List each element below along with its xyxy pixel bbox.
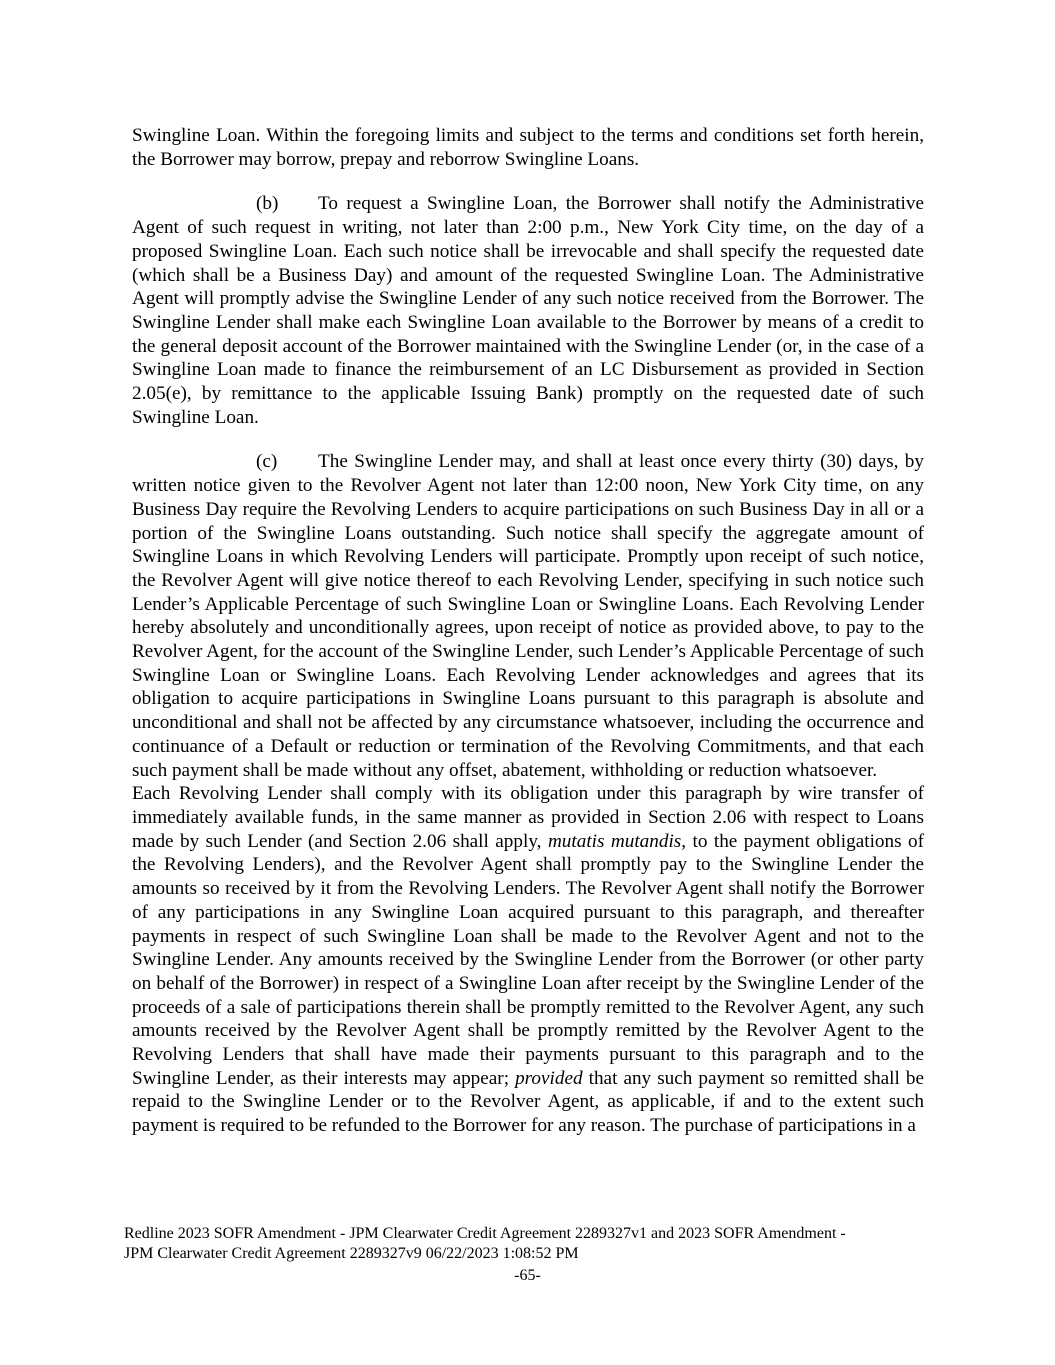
paragraph-a-text: Swingline Loan. Within the foregoing limits and subject to the terms and conditions set forth herein, the Borrower may borrow, prepay and reborrow Swingline Loans. <box>132 125 924 170</box>
page-footer <box>124 1224 924 1263</box>
paragraph-c <box>132 450 924 782</box>
paragraph-b-text: To request a Swingline Loan, the Borrower shall notify the Administrative Agent of such request in writing, not later than 2:00 p.m., New York City time, on the day of a proposed Swingline Loan. Each such notice shall be irrevocable and shall specify the requested date (which shall be a Business Day) and amount of the requested Swingline Loan. The Administrative Agent will promptly advise the Swingline Lender of any such notice received from the Borrower. The Swingline Lender shall make each Swingline Loan available to the Borrower by means of a credit to the general deposit account of the Borrower maintained with the Swingline Lender (or, in the case of a Swingline Loan made to finance the reimbursement of an LC Disbursement as provided in Section 2.05(e), by remittance to the applicable Issuing Bank) promptly on the requested date of such Swingline Loan. <box>132 193 924 428</box>
footer-line-1: Redline 2023 SOFR Amendment - JPM Clearwater Credit Agreement 2289327v1 and 2023 SOFR Amendment - <box>124 1225 846 1242</box>
paragraph-c-text-part-4: that any such payment so remitted shall be repaid to the Swingline Lender or to the Revolver Agent, as applicable, if and to the extent such payment is required to be refunded to the Borrower for any reason. The purchase of participations in a <box>132 1067 924 1137</box>
paragraph-c-continued <box>132 782 924 1138</box>
paragraph-c-italic-mutatis: mutatis mutandis <box>547 830 682 852</box>
page-number: -65- <box>514 1267 541 1284</box>
paragraph-c-text-part-3: , to the payment obligations of the Revolving Lenders), and the Revolver Agent shall promptly pay to the Swingline Lender the amounts so received by it from the Revolving Lenders. The Revolver Agent shall notify the Borrower of any participations in any Swingline Loan acquired pursuant to this paragraph, and thereafter payments in respect of such Swingline Loan shall be made to the Revolver Agent and not to the Swingline Lender. Any amounts received by the Swingline Lender from the Borrower (or other party on behalf of the Borrower) in respect of a Swingline Loan after receipt by the Swingline Lender of the proceeds of a sale of participations therein shall be promptly remitted to the Revolver Agent, any such amounts received by the Revolver Agent shall be promptly remitted by the Revolver Agent to the Revolving Lenders that shall have made their payments pursuant to this paragraph and to the Swingline Lender, as their interests may appear; <box>132 830 925 1089</box>
paragraph-b <box>132 192 924 429</box>
paragraph-a-continuation <box>132 124 924 171</box>
paragraph-c-text-part-2: Each Revolving Lender shall comply with its obligation under this paragraph by wire transfer of immediately available funds, in the same manner as provided in Section 2.06 with respect to Loans made by such Lender (and Section 2.06 shall apply, <box>132 783 924 852</box>
document-body <box>132 124 924 1138</box>
paragraph-c-italic-provided: provided <box>515 1067 583 1089</box>
paragraph-c-text-part-1: The Swingline Lender may, and shall at least once every thirty (30) days, by written notice given to the Revolver Agent not later than 12:00 noon, New York City time, on any Business Day require the Revolving Lenders to acquire participations on such Business Day in all or a portion of the Swingline Loans outstanding. Such notice shall specify the aggregate amount of Swingline Loans in which Revolving Lenders will participate. Promptly upon receipt of such notice, the Revolver Agent will give notice thereof to each Revolving Lender, specifying in such notice such Lender’s Applicable Percentage of such Swingline Loan or Swingline Loans. Each Revolving Lender hereby absolutely and unconditionally agrees, upon receipt of notice as provided above, to pay to the Revolver Agent, for the account of the Swingline Lender, such Lender’s Applicable Percentage of such Swingline Loan or Swingline Loans. Each Revolving Lender acknowledges and agrees that its obligation to acquire participations in Swingline Loans pursuant to this paragraph is absolute and unconditional and shall not be affected by any circumstance whatsoever, including the occurrence and continuance of a Default or reduction or termination of the Revolving Commitments, and that each such payment shall be made without any offset, abatement, withholding or reduction whatsoever. <box>132 451 924 781</box>
paragraph-b-label: (b) <box>256 193 279 215</box>
footer-line-2: JPM Clearwater Credit Agreement 2289327v9 06/22/2023 1:08:52 PM <box>124 1244 579 1262</box>
paragraph-c-label: (c) <box>256 451 278 473</box>
